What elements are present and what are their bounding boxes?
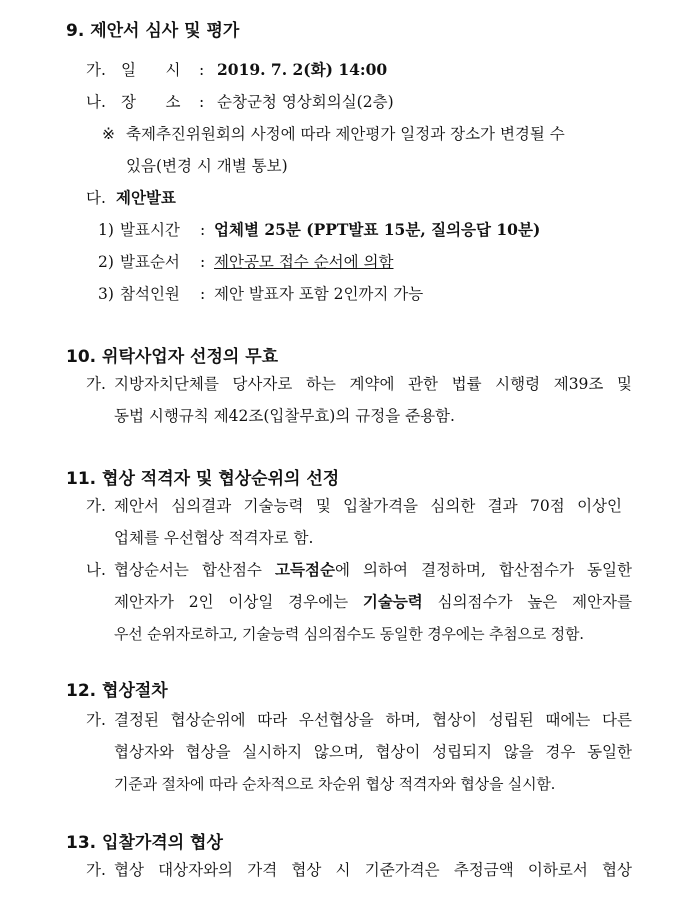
s10-item-a-line2: 동법 시행규칙 제42조(입찰무효)의 규정을 준용함. [114, 407, 455, 425]
s9-note-marker: ※ [102, 125, 115, 143]
s9-sub-2 [98, 252, 394, 272]
s9-item-a-label: 일 시 [121, 61, 181, 79]
s9-sub-3 [98, 284, 423, 304]
s9-sub3-label: 참석인원 [120, 285, 180, 303]
s9-item-b [86, 92, 394, 112]
s11-item-b-line2 [114, 592, 632, 612]
s9-item-a-value: 2019. 7. 2(화) 14:00 [217, 60, 388, 79]
section-9-title: 9. 제안서 심사 및 평가 [66, 21, 240, 41]
s12-item-a-line3: 기준과 절차에 따라 순차적으로 차순위 협상 적격자와 협상을 실시함. [114, 775, 556, 793]
s9-sub2-value: 제안공모 접수 순서에 의함 [214, 253, 394, 271]
section-10-title: 10. 위탁사업자 선정의 무효 [66, 347, 279, 367]
s11-item-b-line2-post: 심의점수가 높은 제안자를 [422, 593, 632, 611]
s9-sub3-sep: : [200, 285, 206, 303]
s9-sub3-value: 제안 발표자 포함 2인까지 가능 [214, 285, 424, 303]
s9-sub2-marker: 2) [98, 253, 114, 271]
s9-item-b-value: 순창군청 영상회의실(2층) [217, 93, 394, 111]
s11-item-b-line3: 우선 순위자로하고, 기술능력 심의점수도 동일한 경우에는 추첨으로 정함. [114, 625, 584, 643]
s12-item-a-line1: 결정된 협상순위에 따라 우선협상을 하며, 협상이 성립된 때에는 다른 [114, 711, 632, 729]
s11-item-a-line1: 제안서 심의결과 기술능력 및 입찰가격을 심의한 결과 70점 이상인 [114, 497, 622, 515]
s13-item-a-line1: 협상 대상자와의 가격 협상 시 기준가격은 추정금액 이하로서 협상 [114, 861, 632, 879]
s9-item-c-label: 제안발표 [116, 189, 176, 207]
s13-item-a-marker: 가. [86, 861, 106, 879]
s11-item-b-line1-bold: 고득점순 [275, 561, 335, 579]
s11-item-b-marker: 나. [86, 561, 106, 579]
s9-sub1-sep: : [200, 221, 206, 239]
s9-note [102, 124, 565, 144]
s10-item-a-line1: 지방자치단체를 당사자로 하는 계약에 관한 법률 시행령 제39조 및 [114, 375, 632, 393]
s9-sub2-label: 발표순서 [120, 253, 180, 271]
s9-item-a [86, 60, 387, 80]
s9-item-b-sep: : [199, 93, 205, 111]
s9-note-line1: 축제추진위원회의 사정에 따라 제안평가 일정과 장소가 변경될 수 [126, 125, 565, 143]
s9-item-a-marker: 가. [86, 61, 106, 79]
s11-item-b-line2-bold: 기술능력 [362, 593, 423, 611]
s11-item-a-marker: 가. [86, 497, 106, 515]
s11-item-b-line1 [114, 560, 632, 580]
s9-sub1-value: 업체별 25분 (PPT발표 15분, 질의응답 10분) [214, 220, 541, 239]
s9-item-c [86, 188, 176, 208]
s10-item-a-marker: 가. [86, 375, 106, 393]
s11-item-b-line1-post: 에 의하여 결정하며, 합산점수가 동일한 [334, 561, 632, 579]
s9-item-c-marker: 다. [86, 189, 106, 207]
s11-item-b-line2-pre: 제안자가 2인 이상일 경우에는 [114, 593, 363, 611]
s11-item-a-line2: 업체를 우선협상 적격자로 함. [114, 529, 314, 547]
s12-item-a-line2: 협상자와 협상을 실시하지 않으며, 협상이 성립되지 않을 경우 동일한 [114, 743, 632, 761]
s9-item-b-label: 장 소 [121, 93, 181, 111]
s12-item-a-marker: 가. [86, 711, 106, 729]
s9-sub2-sep: : [200, 253, 206, 271]
section-12-title: 12. 협상절차 [66, 681, 168, 701]
s11-item-b-line1-pre: 협상순서는 합산점수 [114, 561, 276, 579]
s9-sub-1 [98, 220, 540, 240]
s9-sub1-label: 발표시간 [120, 221, 180, 239]
s9-sub1-marker: 1) [98, 221, 114, 239]
s9-item-a-sep: : [199, 61, 205, 79]
s9-note-line2: 있음(변경 시 개별 통보) [126, 157, 288, 175]
s9-sub3-marker: 3) [98, 285, 114, 303]
s9-item-b-marker: 나. [86, 93, 106, 111]
section-11-title: 11. 협상 적격자 및 협상순위의 선정 [66, 469, 340, 489]
section-13-title: 13. 입찰가격의 협상 [66, 833, 223, 853]
